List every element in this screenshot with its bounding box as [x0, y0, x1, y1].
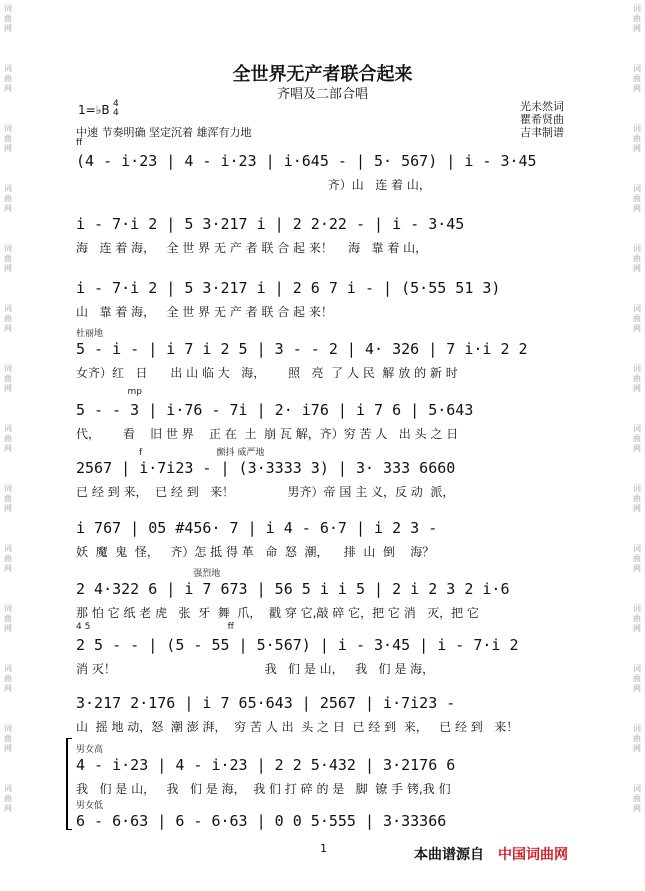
watermark-text: 词 曲 网 — [4, 184, 12, 213]
score-row — [76, 138, 576, 198]
score-row — [76, 690, 576, 740]
watermark-text: 词 曲 网 — [4, 784, 12, 813]
lyrics-line: 山 靠 着 海， 全 世 界 无 产 者 联 合 起 来！ — [76, 305, 333, 319]
score-row — [76, 515, 576, 565]
key-signature: 1=♭B — [78, 103, 110, 117]
lyrics-line: 消 灭！ 我 们 是 山， 我 们 是 海， — [76, 662, 435, 676]
watermark-text: 词 曲 网 — [633, 784, 641, 813]
watermark-text: 词 曲 网 — [4, 544, 12, 573]
left-watermark-strip — [0, 0, 16, 891]
watermark-text: 词 曲 网 — [4, 364, 12, 393]
dynamics-marks: f 颤抖 威严地 — [76, 448, 265, 458]
watermark-text: 词 曲 网 — [633, 124, 641, 153]
watermark-text: 词 曲 网 — [4, 244, 12, 273]
watermark-text: 词 曲 网 — [4, 124, 12, 153]
watermark-text: 词 曲 网 — [4, 604, 12, 633]
score-row — [76, 569, 576, 626]
notation-line: i - 7·i 2 | 5 3·217 i | 2 6 7 i - | (5·55 51 3) — [76, 279, 501, 297]
notation-line: 5 - - 3 | i·76 - 7i | 2· i76 | i 7 6 | 5·643 — [76, 401, 474, 419]
watermark-text: 词 曲 网 — [633, 244, 641, 273]
song-title: 全世界无产者联合起来 — [232, 64, 413, 85]
dynamics-marks: ff — [76, 138, 83, 148]
footer-site-name: 中国词曲网 — [498, 847, 568, 863]
score-row — [76, 329, 576, 386]
composer: 瞿希贤曲 — [520, 113, 564, 126]
watermark-text: 词 曲 网 — [633, 64, 641, 93]
dynamics-marks: 男女低 — [76, 801, 104, 811]
watermark-text: 词 曲 网 — [633, 484, 641, 513]
watermark-text: 词 曲 网 — [633, 4, 641, 33]
watermark-text: 词 曲 网 — [633, 724, 641, 753]
watermark-text: 词 曲 网 — [4, 484, 12, 513]
watermark-text: 词 曲 网 — [633, 544, 641, 573]
lyrics-line: 妖 魔 鬼 怪， 齐）怎 抵 得 革 命 怒 潮， 排 山 倒 海？ — [76, 545, 435, 559]
watermark-text: 词 曲 网 — [4, 724, 12, 753]
notation-line: (4 - i·23 | 4 - i·23 | i·645 - | 5· 567) | i - 3·45 — [76, 152, 537, 170]
watermark-text: 词 曲 网 — [633, 664, 641, 693]
notation-line: i - 7·i 2 | 5 3·217 i | 2 2·22 - | i - 3·45 — [76, 215, 465, 233]
notation-line: 3·217 2·176 | i 7 65·643 | 2567 | i·7i23 - — [76, 694, 456, 712]
lyrics-line: 已 经 到 来， 已 经 到 来！ 男齐）帝 国 主 义，反 动 派， — [76, 485, 455, 499]
lyrics-line: 海 连 着 海， 全 世 界 无 产 者 联 合 起 来！ 海 靠 着 山， — [76, 241, 428, 255]
score-row — [76, 448, 576, 505]
watermark-text: 词 曲 网 — [633, 184, 641, 213]
tempo-marking: 中速 节奏明确 坚定沉着 雄浑有力地 — [76, 126, 252, 139]
notation-line: 6 - 6·63 | 6 - 6·63 | 0 0 5·555 | 3·33366 — [76, 812, 447, 830]
lyrics-line: 山 摇 地 动，怒 潮 澎 湃， 穷 苦 人 出 头 之 日 已 经 到 来， 已 经 到 来！ — [76, 720, 519, 734]
page-number: 1 — [320, 842, 327, 855]
lyrics-line: 齐）山 连 着 山， — [76, 178, 431, 192]
notation-line: 2567 | i·7i23 - | (3·3333 3) | 3· 333 6660 — [76, 459, 456, 477]
dynamics-marks: mp — [76, 387, 142, 397]
lyrics-line: 代， 看 旧 世 界 正 在 土 崩 瓦 解，齐）穷 苦 人 出 头 之 日 — [76, 427, 459, 441]
lyricist: 光未然词 — [520, 100, 564, 113]
notation-line: i 767 | 05 #456· 7 | i 4 - 6·7 | i 2 3 - — [76, 519, 438, 537]
watermark-text: 词 曲 网 — [633, 364, 641, 393]
watermark-text: 词 曲 网 — [633, 424, 641, 453]
lyrics-line: 我 们 是 山， 我 们 是 海， 我 们 打 碎 的 是 脚 镣 手 铐,我 们 — [76, 782, 451, 796]
lyrics-line: 那 怕 它 纸 老 虎 张 牙 舞 爪， 戳 穿 它,敲 碎 它，把 它 消 灭，把 它 — [76, 606, 479, 620]
watermark-text: 词 曲 网 — [4, 4, 12, 33]
song-subtitle: 齐唱及二部合唱 — [276, 87, 368, 102]
score-row — [76, 622, 576, 682]
notation-line: 5 - i - | i 7 i 2 5 | 3 - - 2 | 4· 326 | 7 i·i 2 2 — [76, 340, 528, 358]
notation-line: 2 5 - - | (5 - 55 | 5·567) | i - 3·45 | i - 7·i 2 — [76, 636, 519, 654]
two-part-bracket — [66, 738, 72, 830]
footer-source-text: 本曲谱源自 — [414, 847, 484, 863]
credits — [520, 100, 564, 139]
dynamics-marks: 强烈地 — [76, 569, 221, 579]
score-row — [76, 275, 576, 325]
right-watermark-strip — [629, 0, 645, 891]
dynamics-marks: 杜丽地 — [76, 329, 104, 339]
time-signature — [113, 100, 119, 118]
meter-top: 4 — [113, 99, 119, 109]
dynamics-marks: 男女高 — [76, 745, 104, 755]
dynamics-marks: 4 5 ff — [76, 622, 234, 632]
watermark-text: 词 曲 网 — [633, 604, 641, 633]
score-row — [76, 745, 576, 802]
watermark-text: 词 曲 网 — [4, 424, 12, 453]
watermark-text: 词 曲 网 — [4, 664, 12, 693]
watermark-text: 词 曲 网 — [4, 304, 12, 333]
notation-line: 4 - i·23 | 4 - i·23 | 2 2 5·432 | 3·2176 6 — [76, 756, 456, 774]
score-row — [76, 211, 576, 261]
meter-bottom: 4 — [113, 108, 119, 118]
score-row — [76, 387, 576, 447]
watermark-text: 词 曲 网 — [633, 304, 641, 333]
lyrics-line: 女齐）红 日 出 山 临 大 海， 照 亮 了 人 民 解 放 的 新 时 — [76, 366, 458, 380]
engraver: 吉聿制谱 — [520, 126, 564, 139]
footer-source — [414, 844, 568, 864]
watermark-text: 词 曲 网 — [4, 64, 12, 93]
notation-line: 2 4·322 6 | i 7 673 | 56 5 i i 5 | 2 i 2 3 2 i·6 — [76, 580, 510, 598]
